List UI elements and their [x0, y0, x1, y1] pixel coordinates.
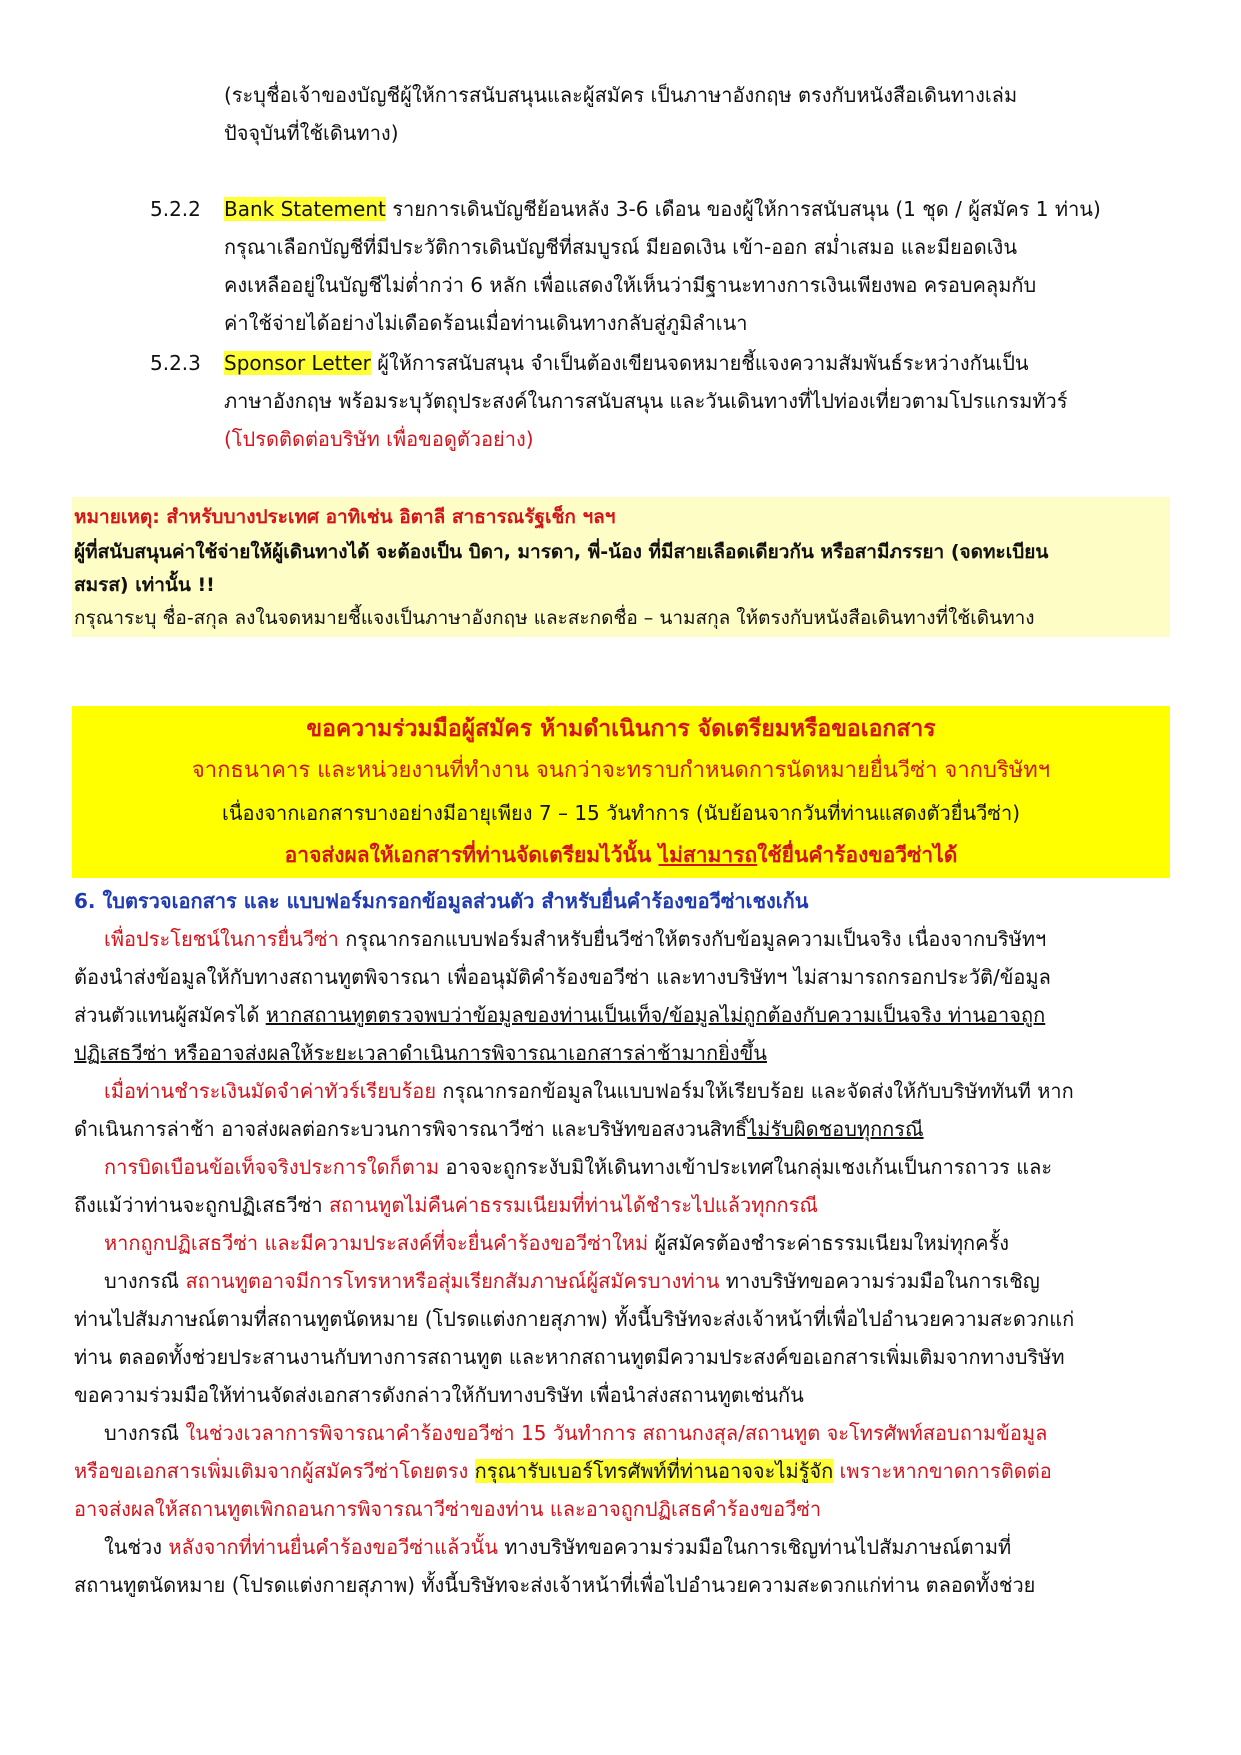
- notice-line-4-a: อาจส่งผลให้เอกสารที่ท่านจัดเตรียมไว้นั้น: [284, 843, 659, 867]
- p3-line-1: [104, 1148, 1052, 1186]
- p5-line-4: ขอความร่วมมือให้ท่านจัดส่งเอกสารดังกล่าวให้กับทางบริษัท เพื่อนำส่งสถานทูตเช่นกัน: [74, 1383, 804, 1407]
- p5-line-2: ท่านไปสัมภาษณ์ตามที่สถานทูตนัดหมาย (โปรดแต่งกายสุภาพ) ทั้งนี้บริษัทจะส่งเจ้าหน้าที่เพื่อไปอำนวยความสะดวกแก่: [74, 1307, 1075, 1331]
- p5-line-1-text: ทางบริษัทขอความร่วมมือในการเชิญ: [719, 1269, 1040, 1293]
- item-5-2-2-line-2: กรุณาเลือกบัญชีที่มีประวัติการเดินบัญชีที่สมบูรณ์ มียอดเงิน เข้า-ออก สม่ำเสมอ และมียอดเงิน: [224, 235, 1017, 259]
- p5-red: สถานทูตอาจมีการโทรหาหรือสุ่มเรียกสัมภาษณ์ผู้สมัครบางท่าน: [185, 1269, 720, 1293]
- p7-a: ในช่วง: [104, 1535, 169, 1559]
- note-title: หมายเหตุ: สำหรับบางประเทศ อาทิเช่น อิตาลี สาธารณรัฐเช็ก ฯลฯ: [74, 506, 616, 528]
- p5-line-3: ท่าน ตลอดทั้งช่วยประสานงานกับทางการสถานทูต และหากสถานทูตมีความประสงค์ขอเอกสารเพิ่มเติมจากทางบริษัท: [74, 1345, 1065, 1369]
- item-5-2-3-contact-note: (โปรดติดต่อบริษัท เพื่อขอดูตัวอย่าง): [224, 427, 534, 451]
- p1-line-3-a: ส่วนตัวแทนผู้สมัครได้: [74, 1003, 266, 1027]
- p1-line-4: ปฏิเสธวีซ่า หรืออาจส่งผลให้ระยะเวลาดำเนินการพิจารณาเอกสารล่าช้ามากยิ่งขึ้น: [74, 1041, 767, 1065]
- item-5-2-2-line-3: คงเหลืออยู่ในบัญชีไม่ต่ำกว่า 6 หลัก เพื่อแสดงให้เห็นว่ามีฐานะทางการเงินเพียงพอ ครอบคลุมกับ: [224, 273, 1037, 297]
- notice-line-4-underline: ไม่สามารถ: [658, 843, 758, 867]
- p1-line-3-underline: หากสถานทูตตรวจพบว่าข้อมูลของท่านเป็นเท็จ/ข้อมูลไม่ถูกต้องกับความเป็นจริง ท่านอาจถูก: [265, 1003, 1046, 1027]
- p1-line-2: ต้องนำส่งข้อมูลให้กับทางสถานทูตพิจารณา เพื่ออนุมัติคำร้องขอวีซ่า และทางบริษัทฯ ไม่สามารถกรอกประวัติ/ข้อมูล: [74, 965, 1051, 989]
- p7-line-1: [104, 1528, 1011, 1566]
- sponsor-letter-highlight: Sponsor Letter: [224, 351, 371, 375]
- p6-highlight: กรุณารับเบอร์โทรศัพท์ที่ท่านอาจจะไม่รู้จัก: [474, 1459, 834, 1483]
- top-line-1: (ระบุชื่อเจ้าของบัญชีผู้ให้การสนับสนุนและผู้สมัคร เป็นภาษาอังกฤษ ตรงกับหนังสือเดินทางเล่ม: [224, 83, 1018, 107]
- p6-a: บางกรณี: [104, 1421, 186, 1445]
- p5-a: บางกรณี: [104, 1269, 186, 1293]
- item-number-5-2-3: 5.2.3: [150, 351, 201, 375]
- note-bold-line-1: ผู้ที่สนับสนุนค่าใช้จ่ายให้ผู้เดินทางได้ จะต้องเป็น บิดา, มารดา, พี่-น้อง ที่มีสายเลือดเดียวกัน หรือสามีภรรยา (จดทะเบียน: [74, 541, 1049, 563]
- notice-line-2: จากธนาคาร และหน่วยงานที่ทำงาน จนกว่าจะทราบกำหนดการนัดหมายยื่นวีซ่า จากบริษัทฯ: [191, 758, 1051, 783]
- top-line-2: ปัจจุบันที่ใช้เดินทาง): [224, 121, 399, 145]
- p5-line-1: [104, 1262, 1040, 1300]
- bank-statement-highlight: Bank Statement: [224, 197, 386, 221]
- p6-line-1: [104, 1414, 1047, 1452]
- note-bold-line-2: สมรส) เท่านั้น !!: [74, 574, 215, 596]
- p2-line-2: [74, 1110, 924, 1148]
- p3-line-2-red: สถานทูตไม่คืนค่าธรรมเนียมที่ท่านได้ชำระไปแล้วทุกกรณี: [328, 1193, 818, 1217]
- notice-line-4: [72, 836, 1170, 874]
- p1-red: เพื่อประโยชน์ในการยื่นวีซ่า: [104, 927, 339, 951]
- section-6-heading: 6. ใบตรวจเอกสาร และ แบบฟอร์มกรอกข้อมูลส่วนตัว สำหรับยื่นคำร้องขอวีซ่าเชงเก้น: [74, 889, 809, 913]
- p6-red-2: หรือขอเอกสารเพิ่มเติมจากผู้สมัครวีซ่าโดยตรง: [74, 1459, 475, 1483]
- item-number-5-2-2: 5.2.2: [150, 197, 201, 221]
- item-5-2-3-line-1: [224, 344, 1029, 382]
- item-5-2-3-line-1-text: ผู้ให้การสนับสนุน จำเป็นต้องเขียนจดหมายชี้แจงความสัมพันธ์ระหว่างกันเป็น: [370, 351, 1029, 375]
- p3-line-2-a: ถึงแม้ว่าท่านจะถูกปฏิเสธวีซ่า: [74, 1193, 329, 1217]
- item-5-2-2-line-1: [224, 190, 1101, 228]
- p2-line-1-text: กรุณากรอกข้อมูลในแบบฟอร์มให้เรียบร้อย และจัดส่งให้กับบริษัททันที หาก: [436, 1079, 1074, 1103]
- p4-red: หากถูกปฏิเสธวีซ่า และมีความประสงค์ที่จะยื่นคำร้องขอวีซ่าใหม่: [104, 1231, 649, 1255]
- note-plain-line: กรุณาระบุ ชื่อ-สกุล ลงในจดหมายชี้แจงเป็นภาษาอังกฤษ และสะกดชื่อ – นามสกุล ให้ตรงกับหนังสือเดินทางที่ใช้เดินทาง: [74, 607, 1035, 629]
- p2-line-2-underline: ไม่รับผิดชอบทุกกรณี: [747, 1117, 924, 1141]
- p1-line-3: [74, 996, 1045, 1034]
- p2-line-2-a: ดำเนินการล่าช้า อาจส่งผลต่อกระบวนการพิจารณาวีซ่า และบริษัทขอสงวนสิทธิ์: [74, 1117, 748, 1141]
- p3-line-2: [74, 1186, 818, 1224]
- p7-red: หลังจากที่ท่านยื่นคำร้องขอวีซ่าแล้วนั้น: [168, 1535, 498, 1559]
- item-5-2-2-line-4: ค่าใช้จ่ายได้อย่างไม่เดือดร้อนเมื่อท่านเดินทางกลับสู่ภูมิลำเนา: [224, 311, 748, 335]
- p1-line-1: [104, 920, 1046, 958]
- p7-line-1-text: ทางบริษัทขอความร่วมมือในการเชิญท่านไปสัมภาษณ์ตามที่: [497, 1535, 1012, 1559]
- p4-rest: ผู้สมัครต้องชำระค่าธรรมเนียมใหม่ทุกครั้ง: [648, 1231, 1010, 1255]
- p3-line-1-text: อาจจะถูกระงับมิให้เดินทางเข้าประเทศในกลุ่มเชงเก้นเป็นการถาวร และ: [439, 1155, 1053, 1179]
- p3-red: การบิดเบือนข้อเท็จจริงประการใดก็ตาม: [104, 1155, 440, 1179]
- p7-line-2: สถานทูตนัดหมาย (โปรดแต่งกายสุภาพ) ทั้งนี้บริษัทจะส่งเจ้าหน้าที่เพื่อไปอำนวยความสะดวกแก่ท่าน ตลอดทั้งช่วย: [74, 1573, 1036, 1597]
- notice-line-3: เนื่องจากเอกสารบางอย่างมีอายุเพียง 7 – 15 วันทำการ (นับย้อนจากวันที่ท่านแสดงตัวยื่นวีซ่า): [221, 801, 1020, 825]
- p2-line-1: [104, 1072, 1074, 1110]
- notice-line-1: ขอความร่วมมือผู้สมัคร ห้ามดำเนินการ จัดเตรียมหรือขอเอกสาร: [306, 716, 936, 742]
- p6-red-3: เพราะหากขาดการติดต่อ: [833, 1459, 1052, 1483]
- p4-line-1: [104, 1224, 1009, 1262]
- p6-line-3: อาจส่งผลให้สถานทูตเพิกถอนการพิจารณาวีซ่าของท่าน และอาจถูกปฏิเสธคำร้องขอวีซ่า: [74, 1497, 822, 1521]
- item-5-2-2-line-1-text: รายการเดินบัญชีย้อนหลัง 3-6 เดือน ของผู้ให้การสนับสนุน (1 ชุด / ผู้สมัคร 1 ท่าน): [385, 197, 1101, 221]
- p6-red-1: ในช่วงเวลาการพิจารณาคำร้องขอวีซ่า 15 วันทำการ สถานกงสุล/สถานทูต จะโทรศัพท์สอบถามข้อมูล: [185, 1421, 1048, 1445]
- p6-line-2: [74, 1452, 1052, 1490]
- p2-red: เมื่อท่านชำระเงินมัดจำค่าทัวร์เรียบร้อย: [104, 1079, 437, 1103]
- p1-line-1-text: กรุณากรอกแบบฟอร์มสำหรับยื่นวีซ่าให้ตรงกับข้อมูลความเป็นจริง เนื่องจากบริษัทฯ: [338, 927, 1047, 951]
- item-5-2-3-line-2: ภาษาอังกฤษ พร้อมระบุวัตถุประสงค์ในการสนับสนุน และวันเดินทางที่ไปท่องเที่ยวตามโปรแกรมทัวร์: [224, 389, 1068, 413]
- notice-line-4-b: ใช้ยื่นคำร้องขอวีซ่าได้: [757, 843, 958, 867]
